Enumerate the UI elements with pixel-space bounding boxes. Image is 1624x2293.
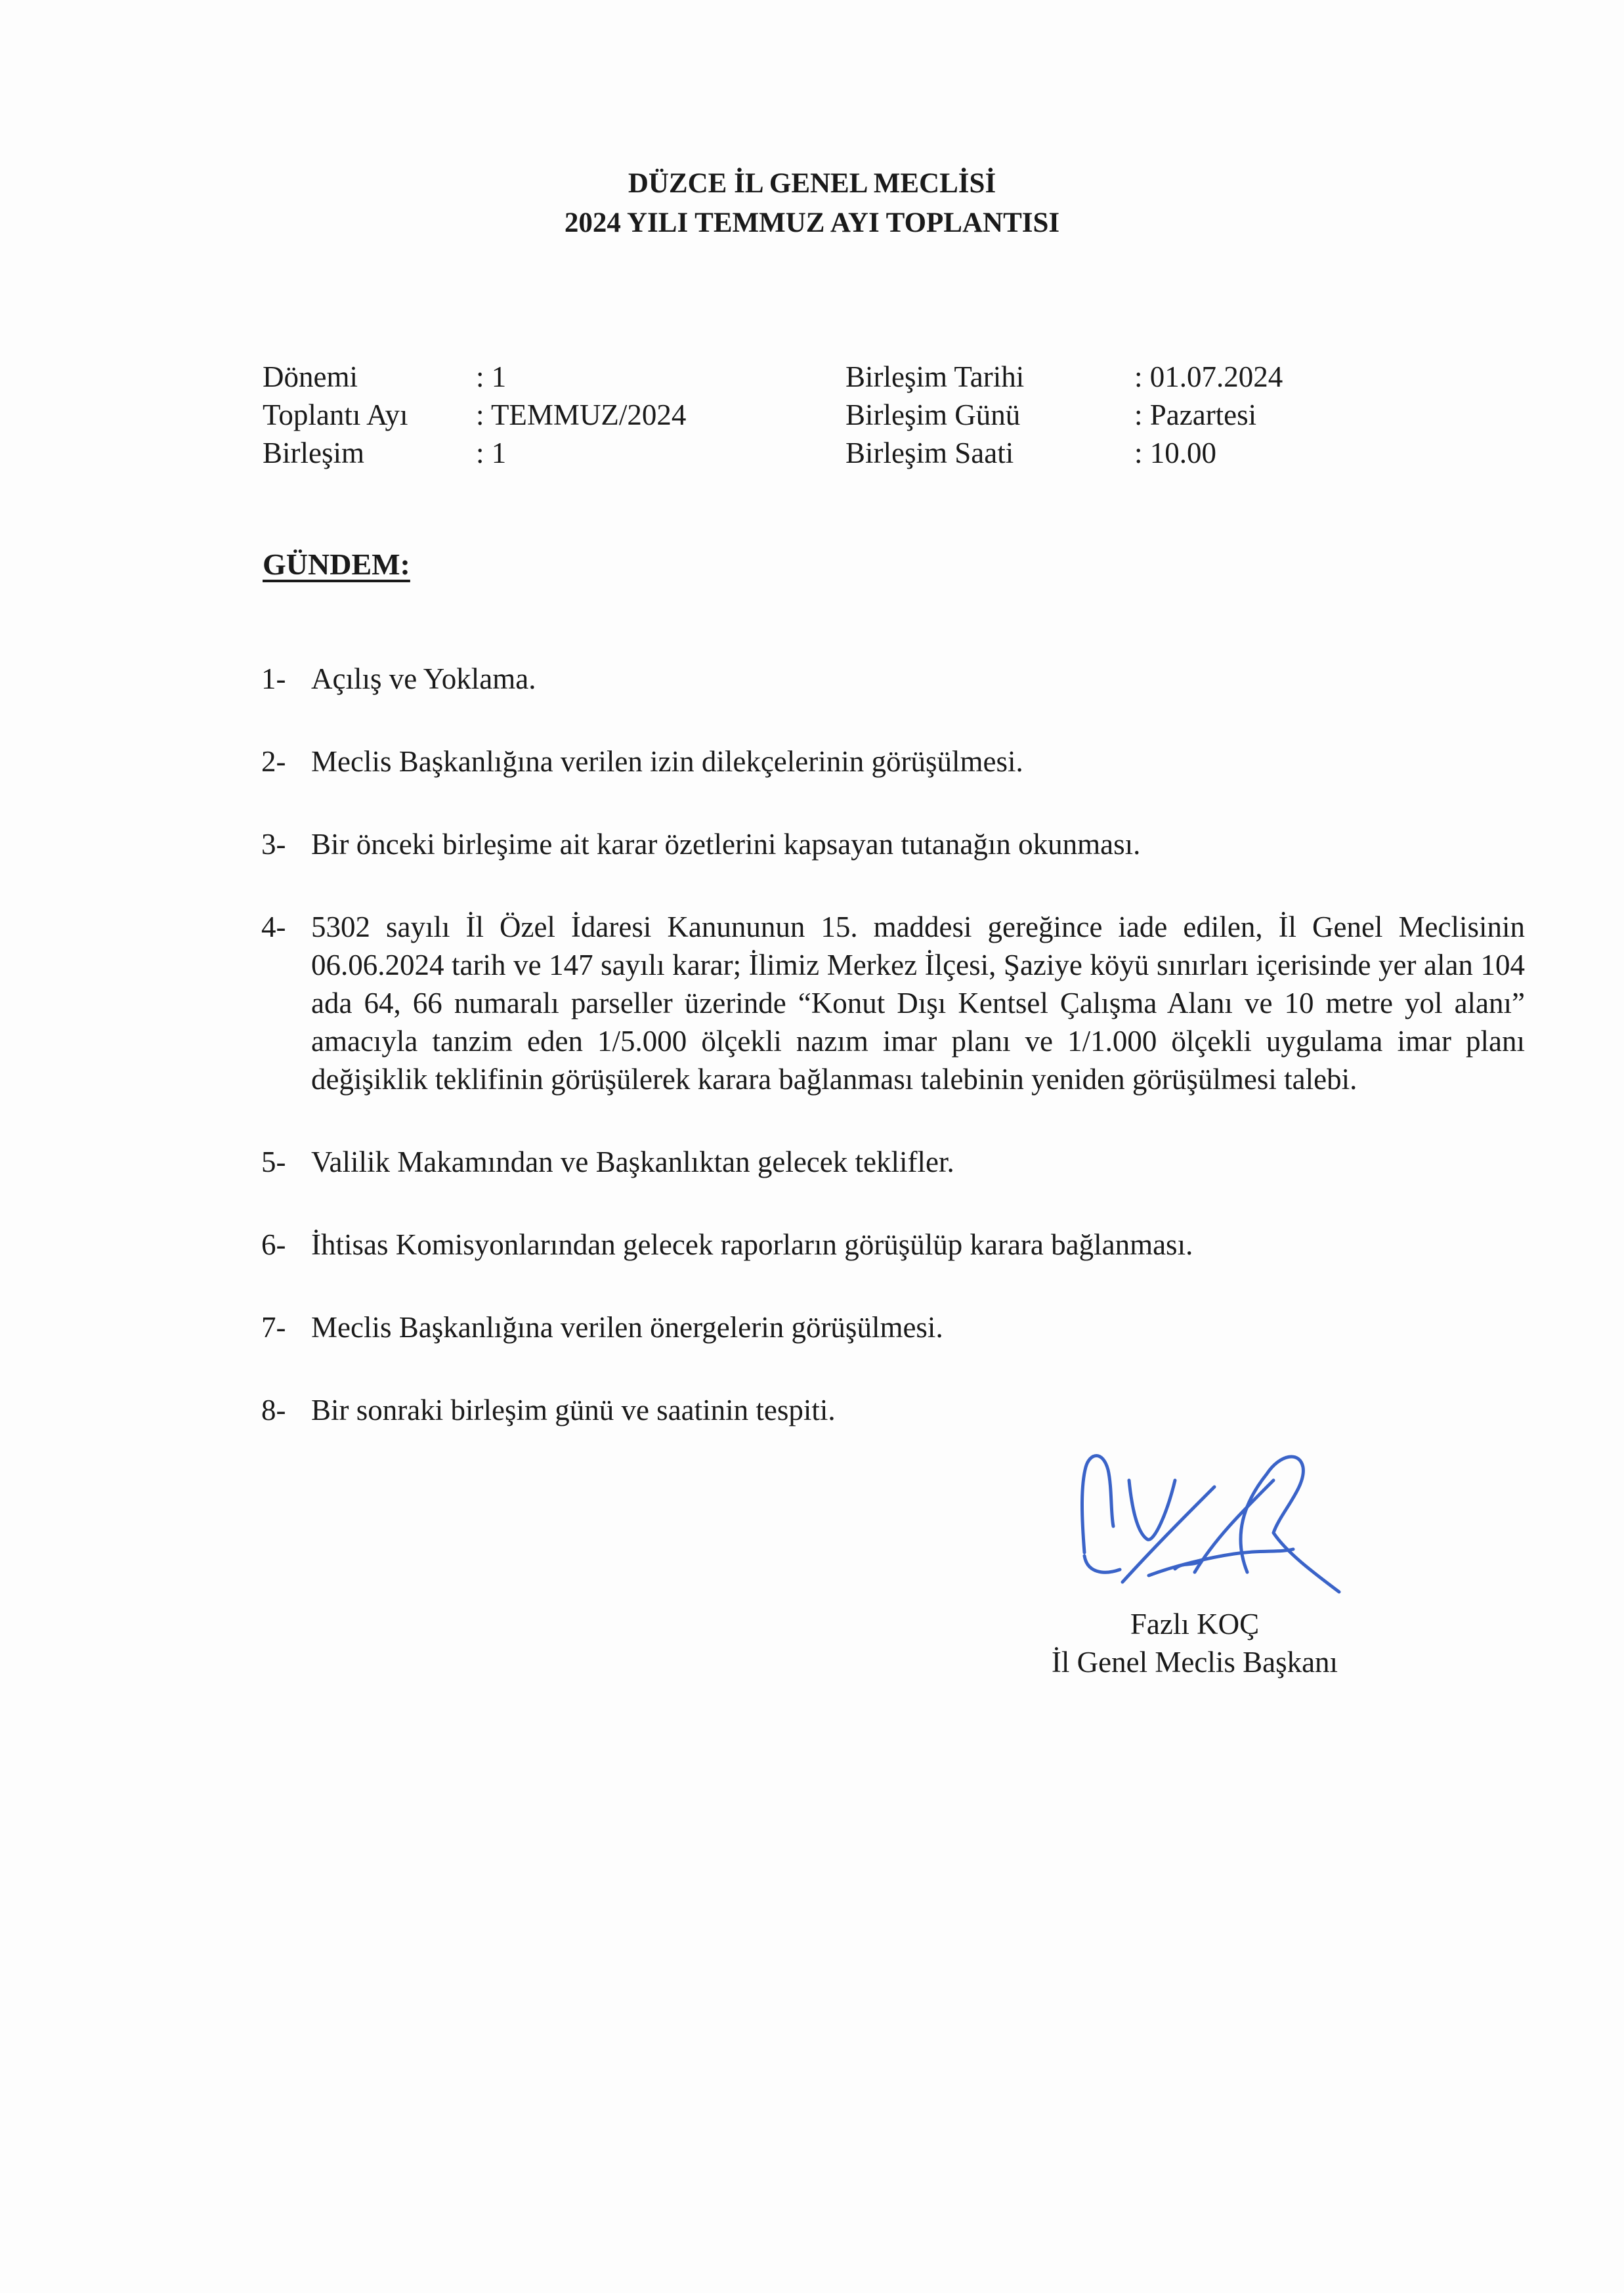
- agenda-list: [261, 660, 1525, 1429]
- meta-label: Toplantı Ayı: [263, 398, 408, 431]
- agenda-item-text: 5302 sayılı İl Özel İdaresi Kanununun 15. maddesi gereğince iade edilen, İl Genel Meclisinin 06.06.2024 tarih ve 147 sayılı karar; İlimiz Merkez İlçesi, Şaziye köyü sınırları içerisinde yer alan 104 ada 64, 66 numaralı parseller üzerinde “Konut Dışı Kentsel Çalışma Alanı ve 10 metre yol alanı” amacıyla tanzim eden 1/5.000 ölçekli nazım imar planı ve 1/1.000 ölçekli uygulama imar planı değişiklik teklifinin görüşülerek karara bağlanması talebinin yeniden görüşülmesi talebi.: [311, 911, 1525, 1096]
- meta-label: Birleşim Saati: [845, 437, 1014, 469]
- meta-row-time: [845, 434, 1283, 472]
- agenda-item: [261, 825, 1525, 863]
- agenda-item-number: 7-: [261, 1311, 286, 1344]
- agenda-item-number: 6-: [261, 1228, 286, 1261]
- meta-row-day: [845, 396, 1283, 434]
- agenda-item-text: Bir önceki birleşime ait karar özetlerini kapsayan tutanağın okunması.: [311, 828, 1141, 861]
- meta-right-column: [845, 358, 1283, 472]
- meta-row-term: [263, 358, 686, 396]
- signer-title: İl Genel Meclis Başkanı: [1051, 1646, 1338, 1679]
- agenda-item-text: İhtisas Komisyonlarından gelecek raporların görüşülüp karara bağlanması.: [311, 1228, 1193, 1261]
- meeting-title: 2024 YILI TEMMUZ AYI TOPLANTISI: [564, 207, 1060, 238]
- agenda-item: [261, 1391, 1525, 1429]
- signer-block: [1024, 1605, 1365, 1681]
- meta-row-session: [263, 434, 686, 472]
- document-title: [0, 164, 1624, 243]
- meta-label: Birleşim Tarihi: [845, 360, 1025, 393]
- agenda-item-number: 3-: [261, 828, 286, 861]
- agenda-item-number: 2-: [261, 745, 286, 778]
- agenda-item: [261, 1226, 1525, 1264]
- agenda-item: [261, 742, 1525, 781]
- meta-value: : Pazartesi: [1134, 398, 1257, 431]
- agenda-item: [261, 1143, 1525, 1181]
- agenda-item: [261, 660, 1525, 698]
- agenda-item-number: 1-: [261, 662, 286, 695]
- agenda-item: [261, 908, 1525, 1098]
- meta-row-date: [845, 358, 1283, 396]
- council-name: DÜZCE İL GENEL MECLİSİ: [628, 168, 996, 199]
- signature-icon: [1077, 1441, 1392, 1612]
- agenda-item-number: 4-: [261, 911, 286, 943]
- meta-value: : 10.00: [1134, 437, 1217, 469]
- agenda-item-text: Bir sonraki birleşim günü ve saatinin tespiti.: [311, 1394, 836, 1426]
- agenda-item-text: Valilik Makamından ve Başkanlıktan gelecek teklifler.: [311, 1146, 954, 1178]
- meta-value: : 1: [476, 437, 507, 469]
- meta-value: : 1: [476, 360, 507, 393]
- agenda-item-number: 5-: [261, 1146, 286, 1178]
- agenda-item-text: Meclis Başkanlığına verilen izin dilekçelerinin görüşülmesi.: [311, 745, 1023, 778]
- agenda-item-text: Meclis Başkanlığına verilen önergelerin görüşülmesi.: [311, 1311, 943, 1344]
- signer-name: Fazlı KOÇ: [1130, 1608, 1260, 1640]
- meta-row-month: [263, 396, 686, 434]
- meta-left-column: [263, 358, 686, 472]
- meta-label: Birleşim Günü: [845, 398, 1021, 431]
- agenda-heading: GÜNDEM:: [263, 547, 410, 581]
- agenda-item-number: 8-: [261, 1394, 286, 1426]
- meta-value: : TEMMUZ/2024: [476, 398, 687, 431]
- meta-value: : 01.07.2024: [1134, 360, 1283, 393]
- meta-label: Dönemi: [263, 360, 358, 393]
- agenda-item: [261, 1308, 1525, 1346]
- meta-label: Birleşim: [263, 437, 364, 469]
- agenda-item-text: Açılış ve Yoklama.: [311, 662, 536, 695]
